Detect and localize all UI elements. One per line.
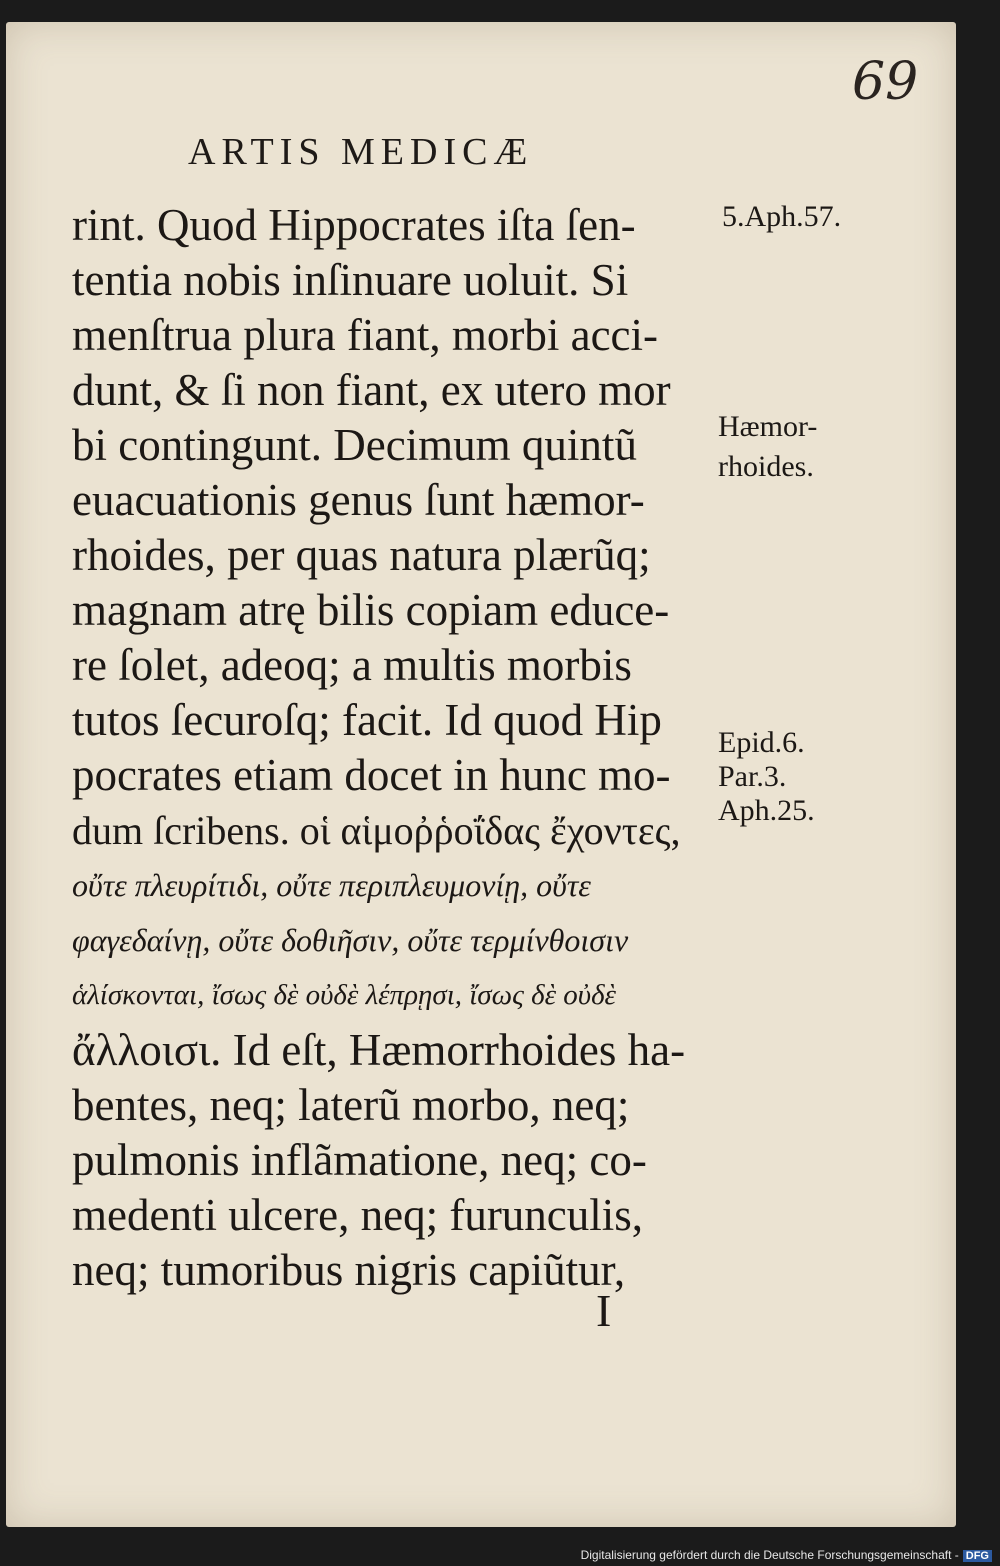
text-line: bi contingunt. Decimum quintũ: [72, 420, 637, 470]
text-line: rhoides, per quas natura plærũq;: [72, 530, 651, 580]
text-line: tutos ſecuroſq; facit. Id quod Hip: [72, 695, 662, 745]
text-line: euacuationis genus ſunt hæmor-: [72, 475, 645, 525]
text-line: ἄλλοισι. Id eſt, Hæmorrhoides ha-: [72, 1025, 686, 1075]
text-line: dunt, & ſi non fiant, ex utero mor: [72, 365, 671, 415]
digitization-credit: [581, 1548, 992, 1562]
text-line: dum ſcribens. οἱ αἱμοῤῥοΐδας ἔχοντες,: [72, 808, 681, 853]
marginal-note: rhoides.: [718, 450, 814, 483]
greek-line: φαγεδαίνῃ, οὔτε δοθιῆσιν, οὔτε τερμίνθοισιν: [72, 922, 629, 958]
marginal-reference: 5.Aph.57.: [722, 200, 842, 233]
signature-mark: I: [596, 1285, 612, 1336]
book-page: [6, 22, 956, 1527]
text-line: pulmonis inflãmatione, neq; co-: [72, 1135, 647, 1185]
text-line: pocrates etiam docet in hunc mo-: [72, 750, 671, 800]
text-line: magnam atrę bilis copiam educe-: [72, 585, 670, 635]
text-line: rint. Quod Hippocrates iſta ſen-: [72, 200, 636, 250]
body-text: [72, 198, 722, 1298]
text-line: medenti ulcere, neq; furunculis,: [72, 1190, 644, 1240]
text-line: tentia nobis inſinuare uoluit. Si: [72, 255, 629, 305]
text-line: bentes, neq; laterũ morbo, neq;: [72, 1080, 630, 1130]
marginal-reference: Par.3.: [718, 760, 787, 793]
marginal-note: Hæmor-: [718, 410, 818, 443]
folio-number: 69: [852, 52, 919, 112]
text-line: neq; tumoribus nigris capiũtur,: [72, 1245, 626, 1295]
marginal-reference: Epid.6.: [718, 726, 805, 759]
greek-line: οὔτε πλευρίτιδι, οὔτε περιπλευμονίῃ, οὔτε: [72, 867, 591, 903]
marginal-reference: Aph.25.: [718, 794, 815, 827]
greek-line: ἁλίσκονται, ἴσως δὲ οὐδὲ λέπρῃσι, ἴσως δὲ οὐδὲ: [72, 979, 616, 1011]
dfg-logo: DFG: [963, 1550, 992, 1562]
text-line: menſtrua plura fiant, morbi acci-: [72, 310, 659, 360]
credit-text: Digitalisierung gefördert durch die Deutsche Forschungsgemeinschaft -: [580, 1548, 959, 1562]
text-line: re ſolet, adeoq; a multis morbis: [72, 640, 632, 690]
running-head: ARTIS MEDICÆ: [188, 131, 534, 173]
